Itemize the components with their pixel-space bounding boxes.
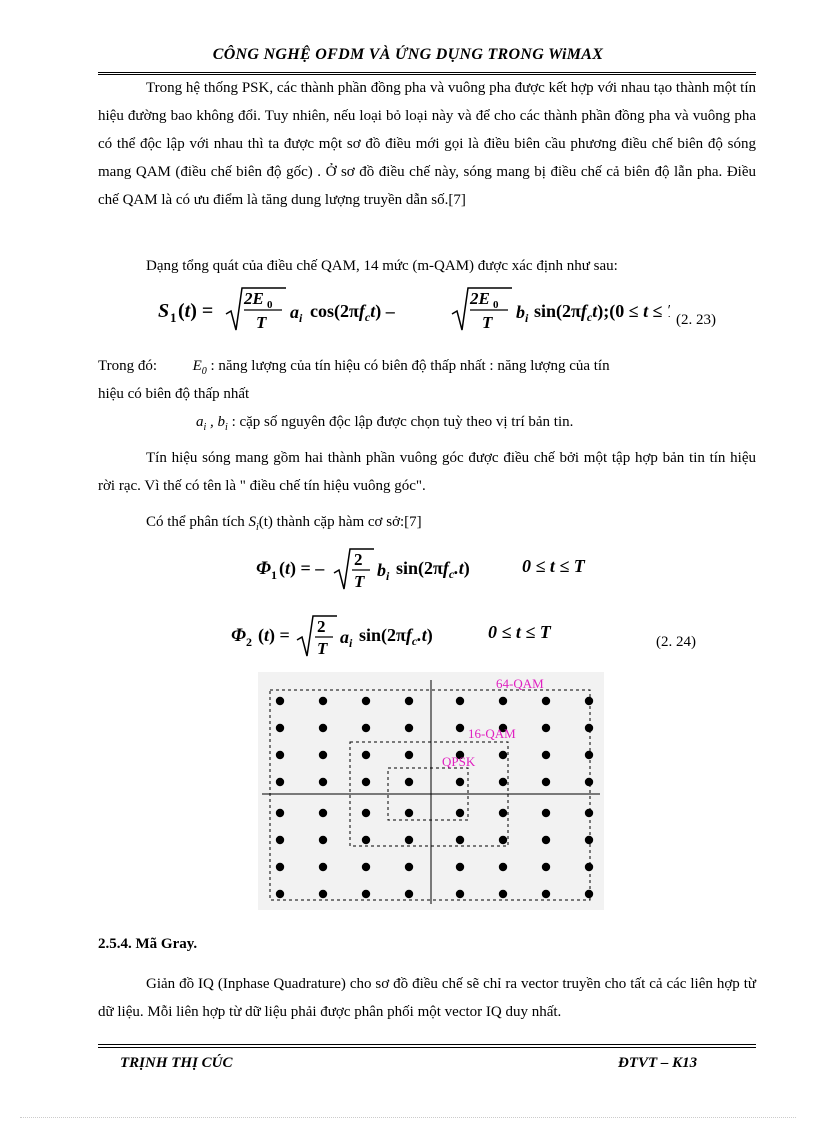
constellation-point [456, 836, 464, 844]
svg-text:T: T [256, 313, 267, 332]
constellation-point [542, 863, 550, 871]
svg-text:Φ: Φ [256, 558, 271, 579]
constellation-point [405, 778, 413, 786]
constellation-point [542, 724, 550, 732]
constellation-point [362, 836, 370, 844]
ai-bi-symbols: $a_i$ , $b_i$ [196, 414, 228, 433]
constellation-point [405, 809, 413, 817]
svg-text:sin(2πfct);(0 ≤ t ≤ T): $\sin(2\pi f_ct);(0 \le t$ ≤ [534, 301, 667, 324]
where-prefix: Trong đó: [98, 358, 158, 374]
constellation-point [319, 836, 327, 844]
equation-number-2-24: (2. 24) [656, 634, 696, 650]
constellation-point [499, 751, 507, 759]
constellation-point [362, 724, 370, 732]
paragraph-quadrature [98, 444, 756, 500]
constellation-point [499, 836, 507, 844]
constellation-point [585, 809, 593, 817]
constellation-point [319, 751, 327, 759]
constellation-point [456, 809, 464, 817]
svg-text:S: S [158, 300, 170, 322]
constellation-point [542, 836, 550, 844]
svg-text:1: 1 [170, 310, 177, 325]
svg-text:ai: $a_i$ [290, 302, 303, 325]
constellation-point [456, 863, 464, 871]
paragraph-text: Dạng tổng quát của điều chế QAM, 14 mức (m-QAM) được xác định như sau: [146, 258, 618, 274]
svg-text:cos(2πfct) –: $\cos(2\pi f_ct)$ – [310, 301, 395, 324]
svg-text:2E: 2E [244, 289, 264, 308]
svg-text:T: T [354, 572, 365, 591]
constellation-point [585, 778, 593, 786]
constellation-point [362, 809, 370, 817]
constellation-point [405, 697, 413, 705]
equation-number-2-23: (2. 23) [676, 312, 716, 328]
svg-text:sin(2πfc.t): $\sin(2\pi f_c.t)$ [359, 625, 433, 648]
equation-2-23-formula [150, 284, 670, 336]
paragraph-psk-qam [98, 74, 756, 214]
phi1-range: 0 ≤ t ≤ T [522, 556, 585, 576]
svg-text:2: 2 [317, 617, 326, 636]
constellation-point [319, 809, 327, 817]
constellation-point [405, 863, 413, 871]
constellation-point [276, 724, 284, 732]
svg-text:bi: $b_i$ [377, 560, 390, 583]
constellation-point [276, 863, 284, 871]
constellation-point [585, 724, 593, 732]
constellation-point [456, 697, 464, 705]
footer-class: ĐTVT – K13 [618, 1055, 698, 1071]
svg-text:(t) =: (t) = [258, 625, 290, 645]
svg-text:ai: $a_i$ [340, 627, 353, 650]
constellation-point [405, 836, 413, 844]
qam16-label: 16-QAM [468, 726, 516, 741]
e0-symbol: $E_0$ [192, 358, 207, 377]
section-heading-gray-code: 2.5.4. Mã Gray. [98, 936, 198, 952]
paragraph-text: Trong hệ thống PSK, các thành phần đồng pha và vuông pha được kết hợp với nhau tạo thành một tín hiệu đường bao không đổi. Tuy nhiên, nếu loại bỏ loại này và để cho các thành phần đồng pha và vuông pha có thể độc lập với nhau thì ta được một sơ đồ điều mới gọi là điều biên cầu phương điều chế biên độ sóng mang QAM (điều chế biên độ gốc) . Ở sơ đồ điều chế này, sóng mang bị điều chế cả biên độ lẫn pha. Điều chế QAM là có ưu điểm là tăng dung lượng truyền dẫn số.[7] [98, 80, 756, 208]
svg-text:bi: $b_i$ [516, 302, 529, 325]
qam-constellation-figure [258, 672, 604, 910]
footer-rule [98, 1044, 756, 1048]
svg-text:(t) =: (t) = [178, 300, 214, 322]
constellation-point [319, 724, 327, 732]
constellation-point [319, 697, 327, 705]
constellation-point [362, 890, 370, 898]
svg-text:0: 0 [267, 299, 273, 311]
constellation-point [276, 778, 284, 786]
constellation-point [405, 724, 413, 732]
svg-text:sin(2πfc.t): $\sin(2\pi f_c.t)$ [396, 558, 470, 581]
footer-author: TRỊNH THỊ CÚC [120, 1055, 233, 1071]
constellation-point [456, 890, 464, 898]
paragraph-text: Giản đồ IQ (Inphase Quadrature) cho sơ đồ điều chế sẽ chỉ ra vector truyền cho tất cả các liên hợp từ dữ liệu. Mỗi liên hợp từ dữ liệu phải được phân phối một vector IQ duy nhất. [98, 976, 756, 1020]
constellation-point [362, 751, 370, 759]
constellation-point [499, 697, 507, 705]
constellation-point [456, 778, 464, 786]
equation-phi2 [225, 612, 525, 662]
paragraph-text: Tín hiệu sóng mang gồm hai thành phần vuông góc được điều chế bởi một tập hợp bản tin tín hiệu rời rạc. Vì thế có tên là " điều chế tín hiệu vuông góc". [98, 450, 756, 494]
constellation-point [585, 836, 593, 844]
page-edge-dotted-line [20, 1117, 796, 1118]
phi2-range: 0 ≤ t ≤ T [488, 622, 551, 642]
svg-text:T: T [317, 639, 328, 658]
constellation-point [405, 890, 413, 898]
svg-text:Φ: Φ [231, 625, 246, 646]
constellation-point [362, 778, 370, 786]
constellation-point [362, 697, 370, 705]
paragraph-text: Có thể phân tích $S_i(t)$ thành cặp hàm cơ sở:[7] [146, 514, 422, 533]
equation-2-23 [150, 284, 670, 336]
constellation-point [585, 751, 593, 759]
constellation-svg [258, 672, 604, 910]
constellation-point [319, 890, 327, 898]
svg-text:0: 0 [493, 299, 499, 311]
constellation-point [276, 809, 284, 817]
constellation-point [585, 697, 593, 705]
constellation-point [499, 809, 507, 817]
constellation-point [456, 724, 464, 732]
qam64-label: 64-QAM [496, 676, 544, 691]
constellation-point [585, 863, 593, 871]
e0-description: : năng lượng của tín hiệu có biên độ thấp nhất : năng lượng của tín [210, 358, 610, 374]
constellation-point [362, 863, 370, 871]
constellation-point [542, 890, 550, 898]
constellation-point [319, 863, 327, 871]
constellation-point [542, 778, 550, 786]
svg-text:T: T [482, 313, 493, 332]
constellation-point [585, 890, 593, 898]
constellation-point [276, 890, 284, 898]
paragraph-qam-general [98, 252, 756, 280]
svg-text:(t) = –: (t) = – [279, 558, 325, 578]
constellation-point [542, 809, 550, 817]
constellation-point [542, 697, 550, 705]
e0-description-continued: hiệu có biên độ thấp nhất [98, 386, 250, 402]
svg-text:2: 2 [246, 635, 252, 649]
paragraph-iq-diagram [98, 970, 756, 1026]
constellation-point [542, 751, 550, 759]
qpsk-label: QPSK [442, 754, 476, 769]
where-e0-line-2 [98, 380, 756, 408]
ab-description: : cặp số nguyên độc lập được chọn tuỳ theo vị trí bản tin. [231, 414, 574, 430]
constellation-point [499, 890, 507, 898]
constellation-point [499, 778, 507, 786]
constellation-point [276, 751, 284, 759]
svg-text:2: 2 [354, 550, 363, 569]
equation-phi2-formula [225, 612, 525, 662]
page-header-title: CÔNG NGHỆ OFDM VÀ ỨNG DỤNG TRONG WiMAX [212, 46, 604, 63]
svg-text:2E: 2E [470, 289, 490, 308]
constellation-point [405, 751, 413, 759]
paragraph-basis-functions [98, 508, 756, 542]
constellation-point [276, 697, 284, 705]
constellation-point [276, 836, 284, 844]
svg-text:1: 1 [271, 568, 277, 582]
where-ab-line [196, 408, 756, 442]
constellation-point [499, 863, 507, 871]
constellation-point [319, 778, 327, 786]
